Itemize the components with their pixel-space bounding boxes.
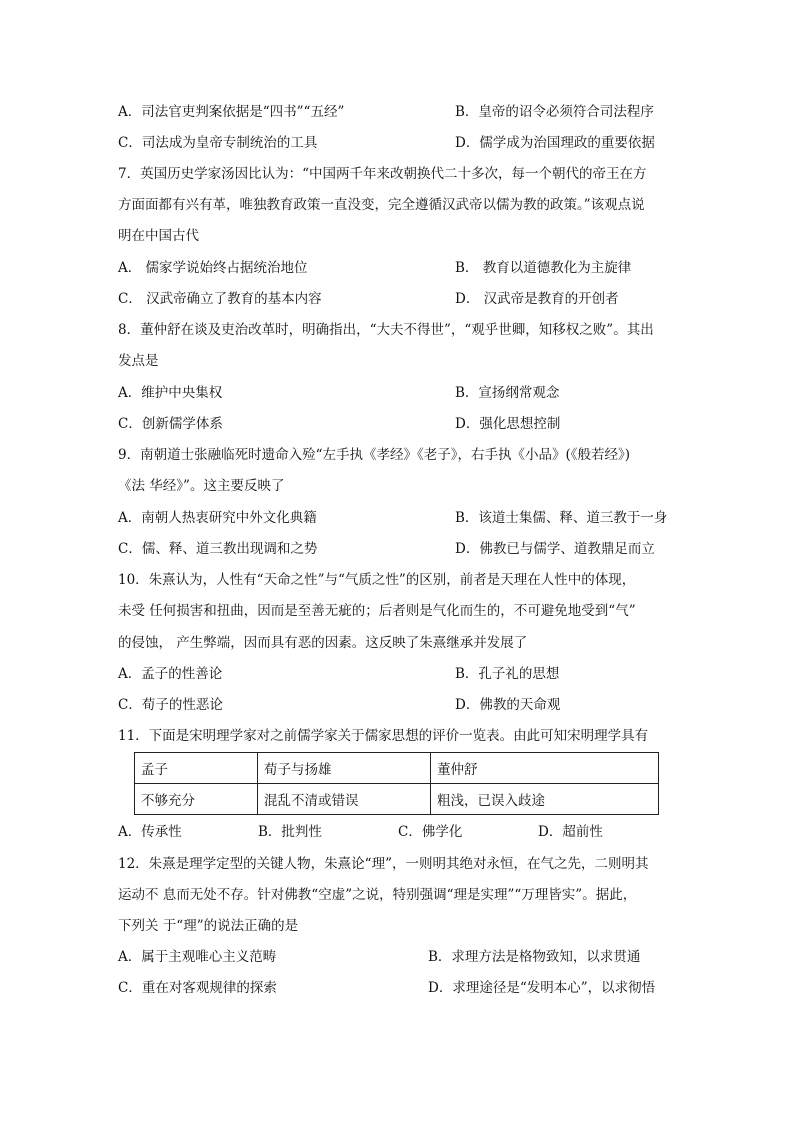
q8-option-c: C．创新儒学体系 xyxy=(118,416,223,432)
q10-option-a: A．孟子的性善论 xyxy=(118,666,223,682)
q12-option-b: B．求理方法是格物致知，以求贯通 xyxy=(428,949,641,965)
q9-option-d: D．佛教已与儒学、道教鼎足而立 xyxy=(455,541,655,557)
table-cell: 混乱不清或错误 xyxy=(258,784,431,815)
q6-option-c: C．司法成为皇帝专制统治的工具 xyxy=(118,135,318,151)
q11-option-a: A．传承性 xyxy=(118,824,182,840)
q10-option-b: B．孔子礼的思想 xyxy=(455,666,560,682)
table-header-cell: 董仲舒 xyxy=(431,753,659,784)
q10-stem-line-3: 的侵蚀， 产生弊端，因而具有恶的因素。这反映了朱熹继承并发展了 xyxy=(118,635,528,651)
q9-option-a: A．南朝人热衷研究中外文化典籍 xyxy=(118,510,317,526)
q11-stem: 11．下面是宋明理学家对之前儒学家关于儒家思想的评价一览表。由此可知宋明理学具有 xyxy=(118,728,649,744)
q8-option-b: B．宣扬纲常观念 xyxy=(455,385,560,401)
q7-stem-line-1: 7．英国历史学家汤因比认为：“中国两千年来改朝换代二十多次，每一个朝代的帝王在方 xyxy=(118,166,647,182)
q8-option-a: A．维护中央集权 xyxy=(118,385,223,401)
q9-option-c: C．儒、释、道三教出现调和之势 xyxy=(118,541,318,557)
q7-stem-line-3: 明在中国古代 xyxy=(118,228,199,244)
q7-option-d: D． 汉武帝是教育的开创者 xyxy=(455,291,619,307)
table-header-cell: 荀子与扬雄 xyxy=(258,753,431,784)
q9-option-b: B．该道士集儒、释、道三教于一身 xyxy=(455,510,668,526)
q10-stem-line-1: 10．朱熹认为，人性有“天命之性”与“气质之性”的区别，前者是天理在人性中的体现， xyxy=(118,572,636,588)
q11-option-d: D．超前性 xyxy=(538,824,603,840)
q8-option-d: D．强化思想控制 xyxy=(455,416,561,432)
q12-option-a: A．属于主观唯心主义范畴 xyxy=(118,949,277,965)
q6-option-b: B．皇帝的诏令必须符合司法程序 xyxy=(455,104,654,120)
q8-stem-line-1: 8．董仲舒在谈及吏治改革时，明确指出，“大夫不得世”，“观乎世卿，知移权之败”。其出 xyxy=(118,322,654,338)
q12-stem-line-3: 下列关 于“理”的说法正确的是 xyxy=(118,918,299,934)
q11-option-b: B．批判性 xyxy=(258,824,322,840)
table-header-cell: 孟子 xyxy=(135,753,258,784)
table-cell: 粗浅，已误入歧途 xyxy=(431,784,659,815)
q7-option-b: B． 教育以道德教化为主旋律 xyxy=(455,260,632,276)
q6-option-a: A．司法官吏判案依据是“四书”“五经” xyxy=(118,104,345,120)
q8-stem-line-2: 发点是 xyxy=(118,353,159,369)
table-row xyxy=(135,753,659,784)
table-row xyxy=(135,784,659,815)
q9-stem-line-1: 9．南朝道士张融临死时遗命入殓“左手执《孝经》《老子》，右手执《小品》(《般若经》) xyxy=(118,447,631,463)
q7-option-c: C． 汉武帝确立了教育的基本内容 xyxy=(118,291,322,307)
q7-option-a: A． 儒家学说始终占据统治地位 xyxy=(118,260,308,276)
q12-option-d: D．求理途径是“发明本心”，以求彻悟 xyxy=(428,980,656,996)
q10-stem-line-2: 未受 任何损害和扭曲，因而是至善无疵的；后者则是气化而生的，不可避免地受到“气” xyxy=(118,603,636,619)
q12-option-c: C．重在对客观规律的探索 xyxy=(118,980,277,996)
q12-stem-line-1: 12．朱熹是理学定型的关键人物，朱熹论“理”，一则明其绝对永恒，在气之先，二则明其 xyxy=(118,856,649,872)
q7-stem-line-2: 方面面都有兴有革，唯独教育政策一直没变，完全遵循汉武帝以儒为教的政策。”该观点说 xyxy=(118,197,645,213)
q11-option-c: C．佛学化 xyxy=(398,824,463,840)
q6-option-d: D．儒学成为治国理政的重要依据 xyxy=(455,135,655,151)
q10-option-d: D．佛教的天命观 xyxy=(455,697,561,713)
q9-stem-line-2: 《法 华经》”。这主要反映了 xyxy=(118,478,285,494)
table-cell: 不够充分 xyxy=(135,784,258,815)
q10-option-c: C．荀子的性恶论 xyxy=(118,697,223,713)
q12-stem-line-2: 运动不 息而无处不存。针对佛教“空虚”之说，特别强调“理是实理”“万理皆实”。据此， xyxy=(118,887,637,903)
q11-evaluation-table xyxy=(134,752,659,815)
